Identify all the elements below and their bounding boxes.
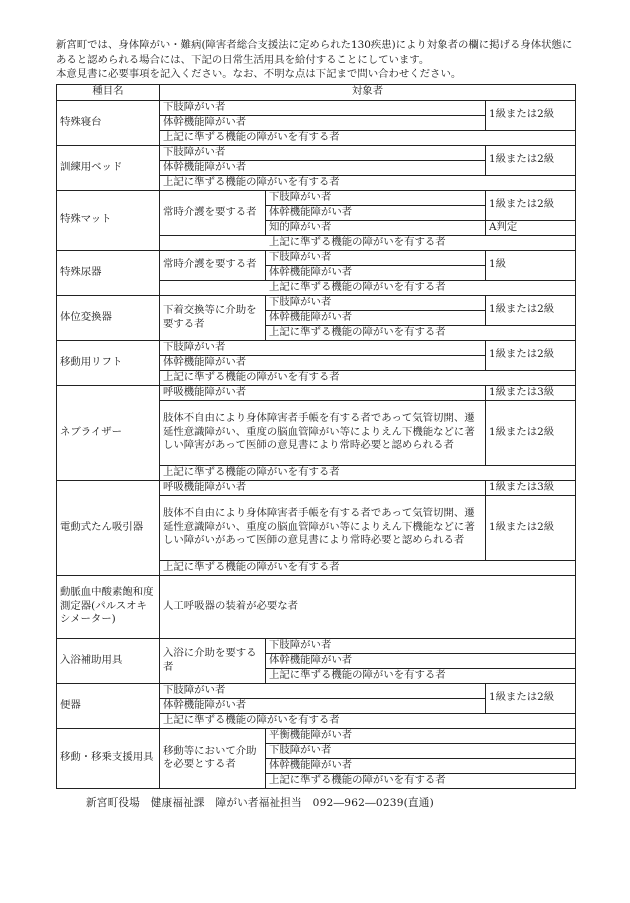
target-cell: 上記に準ずる機能の障がいを有する者: [160, 465, 576, 480]
table-row: [57, 638, 576, 653]
table-row: [57, 480, 576, 495]
table-row: [57, 250, 576, 265]
target-cell: 上記に準ずる機能の障がいを有する者: [160, 713, 576, 728]
target-cell: 下肢障がい者: [160, 340, 486, 355]
item-name: 移動用リフト: [57, 340, 160, 385]
item-name: 電動式たん吸引器: [57, 480, 160, 575]
target-cell: 上記に準ずる機能の障がいを有する者: [266, 773, 576, 788]
level-cell: 1級または2級: [486, 295, 576, 325]
table-row: [57, 295, 576, 310]
target-cell: 上記に準ずる機能の障がいを有する者: [160, 175, 576, 190]
target-cell: 人工呼吸器の装着が必要な者: [160, 575, 576, 638]
target-cell: 呼吸機能障がい者: [160, 385, 486, 400]
target-cell: 下肢障がい者: [266, 638, 576, 653]
header-target: 対象者: [160, 84, 576, 100]
target-cell: 体幹機能障がい者: [160, 698, 486, 713]
table-row: [57, 340, 576, 355]
table-row: [57, 575, 576, 638]
target-cell: 下肢障がい者: [266, 190, 486, 205]
item-name: 特殊尿器: [57, 250, 160, 295]
level-cell: 1級または3級: [486, 480, 576, 495]
level-cell: 1級または2級: [486, 400, 576, 465]
level-cell: 1級または2級: [486, 190, 576, 220]
condition-cell: 常時介護を要する者: [160, 250, 266, 280]
level-cell: 1級または2級: [486, 145, 576, 175]
target-cell: 下肢障がい者: [160, 100, 486, 115]
target-cell: 体幹機能障がい者: [160, 355, 486, 370]
target-cell: 体幹機能障がい者: [266, 205, 486, 220]
condition-cell: 下着交換等に介助を要する者: [160, 295, 266, 340]
target-cell: 平衡機能障がい者: [266, 728, 576, 743]
target-cell: 体幹機能障がい者: [266, 265, 486, 280]
target-cell: 上記に準ずる機能の障がいを有する者: [266, 668, 576, 683]
target-cell: 上記に準ずる機能の障がいを有する者: [160, 560, 576, 575]
level-cell: A判定: [486, 220, 576, 235]
table-row: [57, 683, 576, 698]
table-row: [57, 145, 576, 160]
condition-cell: 入浴に介助を要する者: [160, 638, 266, 683]
header-item: 種目名: [57, 84, 160, 100]
level-cell: 1級または3級: [486, 385, 576, 400]
level-cell: 1級: [486, 250, 576, 280]
level-cell: 1級または2級: [486, 100, 576, 130]
target-cell: 体幹機能障がい者: [160, 160, 486, 175]
intro-instruction: 本意見書に必要事項を記入ください。なお、不明な点は下記まで問い合わせください。: [56, 68, 462, 80]
target-cell: 下肢障がい者: [266, 295, 486, 310]
level-cell: 1級または2級: [486, 683, 576, 713]
table-row: [57, 100, 576, 115]
level-cell: 1級または2級: [486, 340, 576, 370]
item-name: 便器: [57, 683, 160, 728]
target-cell: 下肢障がい者: [160, 683, 486, 698]
target-cell: 肢体不自由により身体障害者手帳を有する者であって気管切開、遷延性意識障がい、重度の脳血管障がい等によりえん下機能などに著しい障がいがあって医師の意見書により常時必要と認められる者: [160, 495, 486, 560]
condition-cell: 移動等において介助を必要とする者: [160, 728, 266, 788]
intro-paragraph: 新宮町では、身体障がい・難病(障害者総合支援法に定められた130疾患)により対象者の欄に掲げる身体状態にあると認められる場合には、下記の日常生活用具を給付することにしています。: [56, 39, 573, 66]
target-cell: 下肢障がい者: [160, 145, 486, 160]
item-name: 特殊寝台: [57, 100, 160, 145]
item-name: 入浴補助用具: [57, 638, 160, 683]
target-cell: 体幹機能障がい者: [266, 758, 576, 773]
target-cell: 呼吸機能障がい者: [160, 480, 486, 495]
target-cell: 体幹機能障がい者: [266, 653, 576, 668]
target-cell: 肢体不自由により身体障害者手帳を有する者であって気管切開、遷延性意識障がい、重度の脳血管障がい等によりえん下機能などに著しい障害があって医師の意見書により常時必要と認められる者: [160, 400, 486, 465]
target-cell: 上記に準ずる機能の障がいを有する者: [160, 130, 576, 145]
target-cell: 上記に準ずる機能の障がいを有する者: [160, 280, 576, 295]
target-cell: 上記に準ずる機能の障がいを有する者: [266, 325, 576, 340]
target-cell: 体幹機能障がい者: [160, 115, 486, 130]
equipment-eligibility-table: [56, 84, 576, 789]
condition-cell: 常時介護を要する者: [160, 190, 266, 235]
intro-text: [56, 38, 578, 82]
table-row: [57, 728, 576, 743]
target-cell: 上記に準ずる機能の障がいを有する者: [160, 235, 576, 250]
table-row: [57, 385, 576, 400]
table-row: [57, 190, 576, 205]
table-header-row: [57, 84, 576, 100]
item-name: 移動・移乗支援用具: [57, 728, 160, 788]
target-cell: 下肢障がい者: [266, 743, 576, 758]
item-name: 特殊マット: [57, 190, 160, 250]
item-name: 訓練用ベッド: [57, 145, 160, 190]
target-cell: 知的障がい者: [266, 220, 486, 235]
item-name: 体位変換器: [57, 295, 160, 340]
target-cell: 上記に準ずる機能の障がいを有する者: [160, 370, 576, 385]
target-cell: 下肢障がい者: [266, 250, 486, 265]
level-cell: 1級または2級: [486, 495, 576, 560]
item-name: ネブライザー: [57, 385, 160, 480]
item-name: 動脈血中酸素飽和度測定器(パルスオキシメーター): [57, 575, 160, 638]
contact-footer: 新宮町役場 健康福祉課 障がい者福祉担当 092―962―0239(直通): [86, 796, 434, 809]
target-cell: 体幹機能障がい者: [266, 310, 486, 325]
